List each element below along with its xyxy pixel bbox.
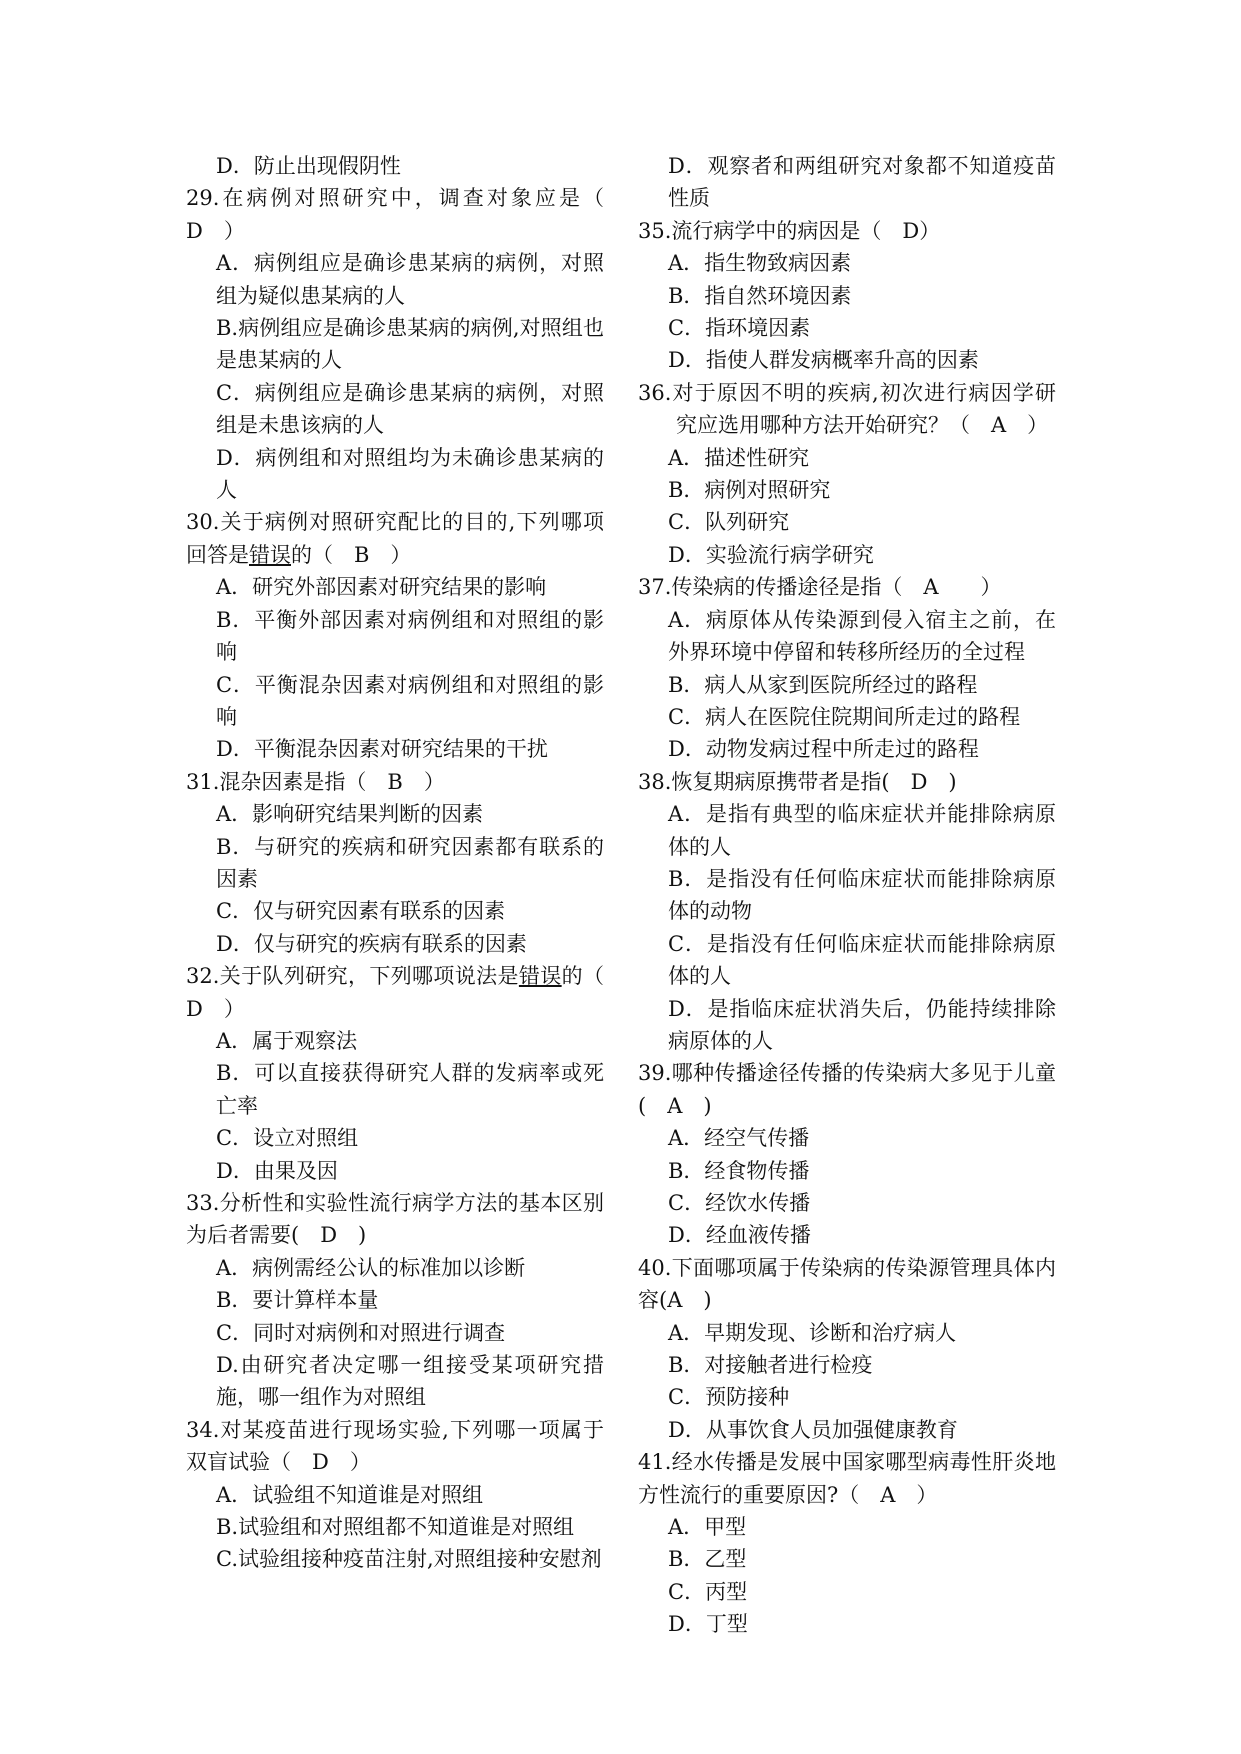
- question-text: 30.关于病例对照研究配比的目的,下列哪项回答是: [186, 510, 604, 567]
- answer-option: A．研究外部因素对研究结果的影响: [216, 575, 547, 600]
- answer-option: A．试验组不知道谁是对照组: [216, 1482, 484, 1507]
- answer-option: C．预防接种: [668, 1385, 790, 1410]
- question-text: 39.哪种传播途径传播的传染病大多见于儿童( A ): [638, 1061, 1056, 1118]
- answer-option: D．观察者和两组研究对象都不知道疫苗性质: [668, 154, 1056, 211]
- answer-option: D．指使人群发病概率升高的因素: [668, 348, 979, 373]
- left-column: [186, 150, 625, 1576]
- answer-option: D．动物发病过程中所走过的路程: [668, 737, 979, 762]
- question-stem: [638, 1446, 1056, 1511]
- question-stem: [186, 960, 625, 1025]
- answer-option: C．丙型: [668, 1579, 748, 1604]
- answer-option: B.病例组应是确诊患某病的病例,对照组也是患某病的人: [216, 316, 604, 373]
- answer-option: B．乙型: [668, 1547, 747, 1572]
- answer-option: C．队列研究: [668, 510, 790, 535]
- answer-option: C．仅与研究因素有联系的因素: [216, 899, 506, 924]
- question-text: 的（ B ）: [291, 542, 412, 567]
- answer-option: B.试验组和对照组都不知道谁是对照组: [216, 1515, 575, 1540]
- answer-option: B．可以直接获得研究人群的发病率或死亡率: [216, 1061, 604, 1118]
- answer-option: D．从事饮食人员加强健康教育: [668, 1417, 958, 1442]
- answer-option: C．同时对病例和对照进行调查: [216, 1320, 506, 1345]
- question-text: 的（ D ）: [186, 964, 625, 1021]
- answer-option: D．是指临床症状消失后，仍能持续排除病原体的人: [668, 996, 1056, 1053]
- question-stem: [186, 1187, 604, 1252]
- answer-option: A．早期发现、诊断和治疗病人: [668, 1320, 957, 1345]
- answer-option: B．要计算样本量: [216, 1288, 379, 1313]
- question-text: 31.混杂因素是指（ B ）: [186, 769, 445, 794]
- answer-option: D．实验流行病学研究: [668, 542, 874, 567]
- underlined-word: 错误: [518, 964, 562, 989]
- underlined-word: 错误: [249, 542, 291, 567]
- answer-option: D．防止出现假阴性: [216, 154, 401, 178]
- answer-option: D．病例组和对照组均为未确诊患某病的人: [216, 445, 604, 503]
- answer-option: A．病例组应是确诊患某病的病例，对照组为疑似患某病的人: [216, 251, 604, 308]
- answer-option: C．是指没有任何临床症状而能排除病原体的人: [668, 931, 1056, 989]
- answer-option: D．丁型: [668, 1612, 748, 1637]
- answer-option: A．病原体从传染源到侵入宿主之前，在外界环境中停留和转移所经历的全过程: [668, 607, 1056, 665]
- answer-option: B．对接触者进行检疫: [668, 1353, 873, 1378]
- question-text: 29.在病例对照研究中，调查对象应是（ D ）: [186, 186, 625, 243]
- answer-option: D．仅与研究的疾病有联系的因素: [216, 931, 527, 956]
- answer-option: A．是指有典型的临床症状并能排除病原体的人: [668, 802, 1056, 859]
- answer-option: D．由果及因: [216, 1158, 338, 1183]
- question-text: 35.流行病学中的病因是（ D）: [638, 218, 941, 243]
- answer-option: B．病人从家到医院所经过的路程: [668, 672, 978, 697]
- question-stem: [638, 571, 1056, 603]
- answer-option: C．平衡混杂因素对病例组和对照组的影响: [216, 672, 604, 729]
- answer-option: C．病例组应是确诊患某病的病例，对照组是未患该病的人: [216, 380, 604, 438]
- answer-option: B．病例对照研究: [668, 478, 831, 503]
- question-stem: [638, 766, 1056, 798]
- question-text: 41.经水传播是发展中国家哪型病毒性肝炎地方性流行的重要原因?（ A ）: [638, 1450, 1056, 1507]
- answer-option: C.试验组接种疫苗注射,对照组接种安慰剂: [216, 1547, 602, 1572]
- answer-option: C．病人在医院住院期间所走过的路程: [668, 704, 1021, 729]
- question-stem: [186, 1414, 604, 1479]
- answer-option: A．描述性研究: [668, 445, 810, 470]
- question-text: 38.恢复期病原携带者是指( D ): [638, 769, 957, 794]
- answer-option: A．经空气传播: [668, 1126, 810, 1151]
- question-stem: [638, 1252, 1056, 1317]
- answer-option: A．指生物致病因素: [668, 251, 852, 276]
- answer-option: B．经食物传播: [668, 1158, 810, 1183]
- answer-option: B．指自然环境因素: [668, 283, 852, 308]
- answer-option: C．经饮水传播: [668, 1191, 811, 1215]
- answer-option: A．病例需经公认的标准加以诊断: [216, 1255, 526, 1280]
- answer-option: A．属于观察法: [216, 1028, 358, 1053]
- answer-option: C．设立对照组: [216, 1126, 359, 1151]
- answer-option: A．影响研究结果判断的因素: [216, 802, 484, 827]
- question-text: 33.分析性和实验性流行病学方法的基本区别为后者需要( D ): [186, 1191, 604, 1248]
- question-stem: [638, 1057, 1056, 1122]
- question-stem: [638, 215, 1056, 247]
- question-text: 37.传染病的传播途径是指（ A ）: [638, 575, 1002, 600]
- answer-option: B．是指没有任何临床症状而能排除病原体的动物: [668, 866, 1056, 924]
- question-stem: [186, 506, 604, 571]
- answer-option: B．与研究的疾病和研究因素都有联系的因素: [216, 834, 604, 891]
- question-text: 36.对于原因不明的疾病,初次进行病因学研究应选用哪种方法开始研究？（ A ）: [638, 380, 1056, 438]
- question-text: 40.下面哪项属于传染病的传染源管理具体内容(A ): [638, 1255, 1056, 1313]
- answer-option: C．指环境因素: [668, 316, 811, 341]
- question-stem: [186, 766, 604, 798]
- answer-option: D．经血液传播: [668, 1223, 811, 1248]
- question-stem: [186, 182, 625, 247]
- answer-option: B．平衡外部因素对病例组和对照组的影响: [216, 607, 604, 665]
- right-column: [638, 150, 1056, 1641]
- question-text: 32.关于队列研究，下列哪项说法是: [186, 964, 519, 989]
- answer-option: D．平衡混杂因素对研究结果的干扰: [216, 737, 548, 762]
- answer-option: A．甲型: [668, 1515, 747, 1540]
- question-text: 34.对某疫苗进行现场实验,下列哪一项属于双盲试验（ D ）: [186, 1417, 604, 1475]
- answer-option: D.由研究者决定哪一组接受某项研究措施，哪一组作为对照组: [216, 1353, 604, 1410]
- question-stem: [638, 377, 1056, 442]
